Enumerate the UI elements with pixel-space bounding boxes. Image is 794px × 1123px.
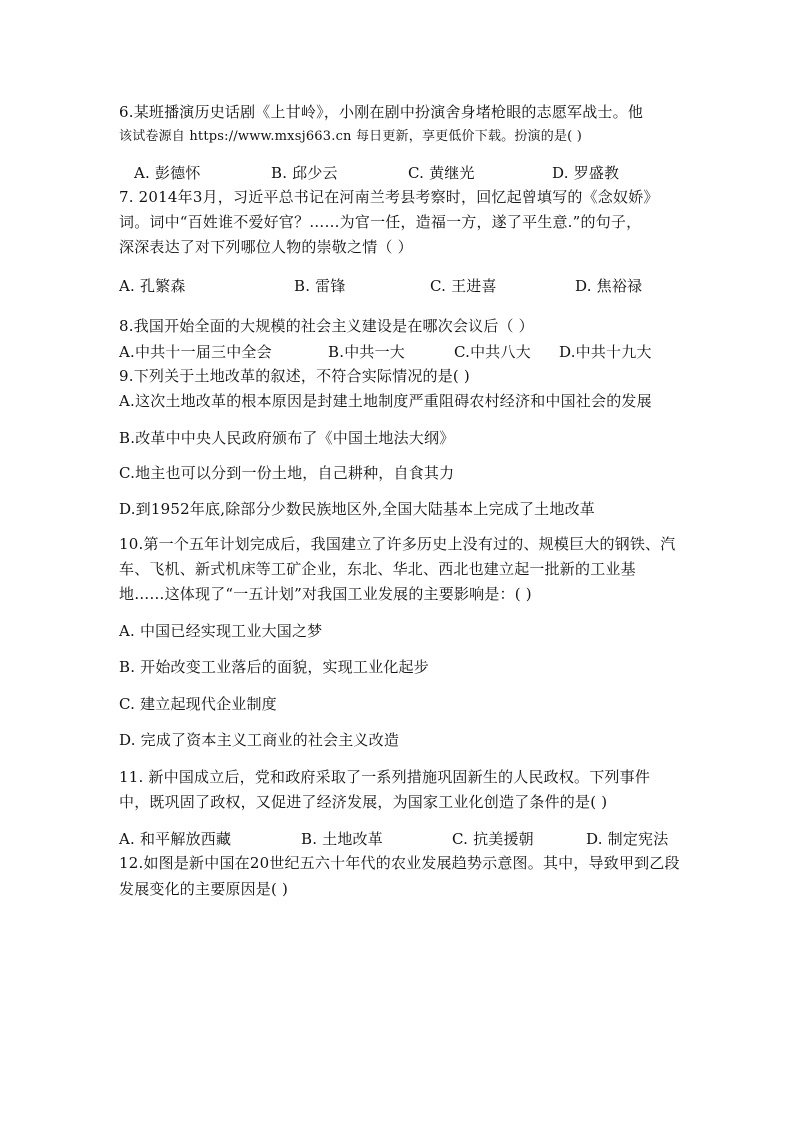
q6-stem-line-2: 该试卷源自 https://www.mxsj663.cn 每日更新，享更低价下载。扮演的是( ) — [119, 129, 583, 144]
q10-stem-line-1: 10.第一个五年计划完成后，我国建立了许多历史上没有过的、规模巨大的钢铁、汽 — [119, 535, 676, 553]
q6-option-a[interactable]: A. 彭德怀 — [134, 164, 201, 182]
q12-stem-line-2: 发展变化的主要原因是( ) — [119, 880, 289, 898]
q6-stem-line-1: 6.某班播演历史话剧《上甘岭》，小刚在剧中扮演舍身堵枪眼的志愿军战士。他 — [119, 103, 644, 121]
q11-stem-line-2: 中，既巩固了政权，又促进了经济发展，为国家工业化创造了条件的是( ) — [119, 793, 608, 811]
q9-option-a[interactable]: A.这次土地改革的根本原因是封建土地制度严重阻碍农村经济和中国社会的发展 — [119, 392, 652, 410]
q6-option-b[interactable]: B. 邱少云 — [271, 164, 338, 182]
q11-option-a[interactable]: A. 和平解放西藏 — [119, 830, 232, 848]
q10-option-a[interactable]: A. 中国已经实现工业大国之梦 — [119, 622, 323, 640]
q11-stem-line-1: 11. 新中国成立后，党和政府采取了一系列措施巩固新生的人民政权。下列事件 — [119, 768, 651, 786]
q10-stem-line-3: 地……这体现了“一五计划”对我国工业发展的主要影响是：( ) — [119, 585, 532, 603]
q6-option-d[interactable]: D. 罗盛教 — [552, 164, 620, 182]
q8-option-d[interactable]: D.中共十九大 — [559, 343, 652, 361]
q11-option-d[interactable]: D. 制定宪法 — [586, 830, 669, 848]
q8-stem: 8.我国开始全面的大规模的社会主义建设是在哪次会议后（ ） — [119, 317, 534, 335]
q11-option-b[interactable]: B. 土地改革 — [301, 830, 383, 848]
q7-stem-line-2: 词。词中“百姓谁不爱好官？……为官一任，造福一方，遂了平生意.”的句子， — [119, 213, 642, 231]
q10-option-b[interactable]: B. 开始改变工业落后的面貌，实现工业化起步 — [119, 658, 429, 676]
q9-option-b[interactable]: B.改革中中央人民政府颁布了《中国土地法大纲》 — [119, 429, 455, 447]
q7-option-b[interactable]: B. 雷锋 — [294, 277, 346, 295]
q9-stem: 9.下列关于土地改革的叙述，不符合实际情况的是( ) — [119, 367, 470, 385]
q7-option-d[interactable]: D. 焦裕禄 — [575, 277, 643, 295]
q12-stem-line-1: 12.如图是新中国在20世纪五六十年代的农业发展趋势示意图。其中，导致甲到乙段 — [119, 854, 680, 872]
q9-option-d[interactable]: D.到1952年底,除部分少数民族地区外,全国大陆基本上完成了土地改革 — [119, 500, 595, 518]
q7-option-a[interactable]: A. 孔繁森 — [119, 277, 186, 295]
q7-stem-line-1: 7. 2014年3月，习近平总书记在河南兰考县考察时，回忆起曾填写的《念奴娇》 — [119, 188, 659, 206]
q8-option-a[interactable]: A.中共十一届三中全会 — [119, 343, 272, 361]
q8-option-c[interactable]: C.中共八大 — [454, 343, 531, 361]
q10-option-c[interactable]: C. 建立起现代企业制度 — [119, 695, 277, 713]
q8-option-b[interactable]: B.中共一大 — [328, 343, 405, 361]
q9-option-c[interactable]: C.地主也可以分到一份土地，自己耕种，自食其力 — [119, 464, 455, 482]
q7-option-c[interactable]: C. 王进喜 — [430, 277, 497, 295]
q10-stem-line-2: 车、飞机、新式机床等工矿企业，东北、华北、西北也建立起一批新的工业基 — [119, 560, 636, 578]
q6-option-c[interactable]: C. 黄继光 — [408, 164, 475, 182]
q10-option-d[interactable]: D. 完成了资本主义工商业的社会主义改造 — [119, 731, 400, 749]
q7-stem-line-3: 深深表达了对下列哪位人物的崇敬之情（ ） — [119, 238, 413, 256]
q11-option-c[interactable]: C. 抗美援朝 — [452, 830, 534, 848]
